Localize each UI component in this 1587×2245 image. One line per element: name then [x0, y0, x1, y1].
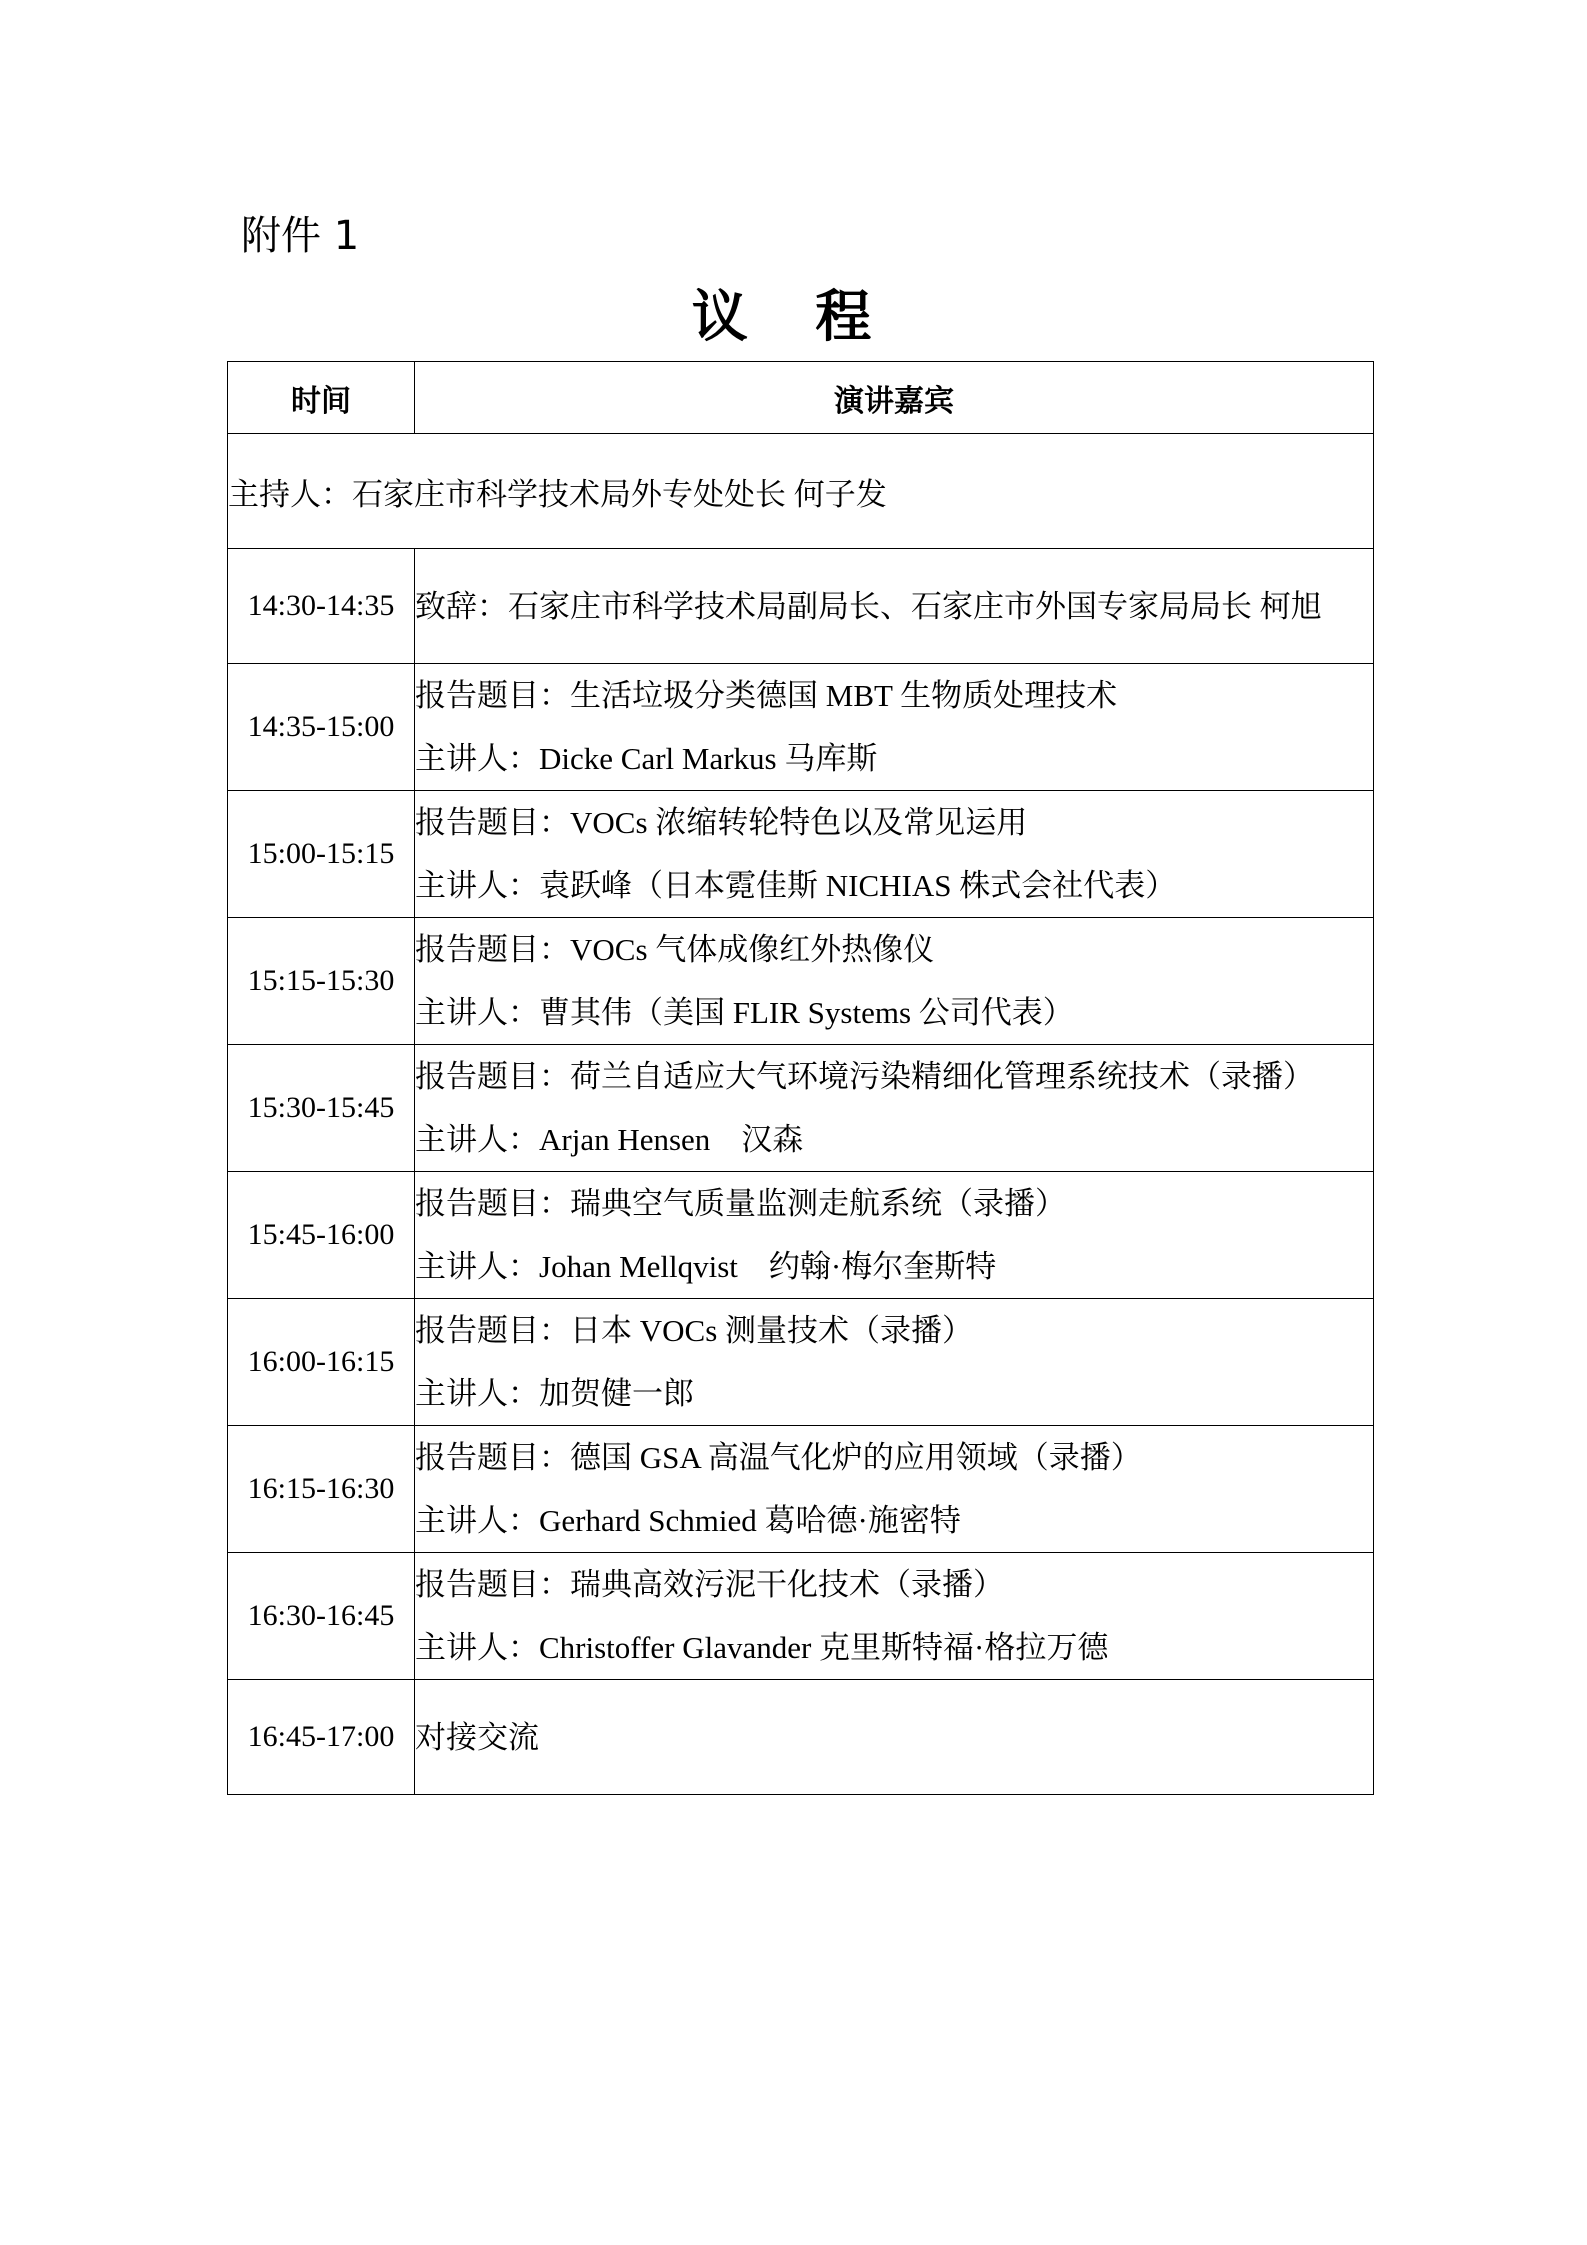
- table-row: [228, 791, 1374, 918]
- page-title: 议 程: [691, 285, 896, 350]
- time-cell: 15:15-15:30: [228, 918, 415, 1045]
- time-cell: 15:00-15:15: [228, 791, 415, 918]
- table-header-row: [228, 362, 1374, 434]
- speaker-name: 主讲人：加贺健一郎: [415, 1376, 694, 1411]
- time-cell: 15:30-15:45: [228, 1045, 415, 1172]
- content-cell: [415, 1553, 1374, 1680]
- exchange-session: 对接交流: [415, 1719, 539, 1755]
- report-topic: 报告题目：VOCs 气体成像红外热像仪: [415, 932, 935, 967]
- table-row: [228, 1553, 1374, 1680]
- table-row: [228, 918, 1374, 1045]
- content-cell: [415, 918, 1374, 1045]
- report-topic: 报告题目：生活垃圾分类德国 MBT 生物质处理技术: [415, 678, 1118, 713]
- header-speaker: 演讲嘉宾: [415, 362, 1374, 434]
- table-row: [228, 1426, 1374, 1553]
- table-row: [228, 664, 1374, 791]
- time-cell: 16:30-16:45: [228, 1553, 415, 1680]
- agenda-table: [227, 361, 1374, 1795]
- table-row: [228, 549, 1374, 664]
- speaker-name: 主讲人：Johan Mellqvist 约翰·梅尔奎斯特: [415, 1249, 997, 1284]
- time-cell: 16:15-16:30: [228, 1426, 415, 1553]
- host-row: [228, 434, 1374, 549]
- speaker-name: 主讲人：Arjan Hensen 汉森: [415, 1122, 804, 1157]
- time-cell: 16:45-17:00: [228, 1680, 415, 1795]
- time-cell: 15:45-16:00: [228, 1172, 415, 1299]
- time-cell: 16:00-16:15: [228, 1299, 415, 1426]
- attachment-label: 附件 1: [241, 213, 360, 259]
- table-row: [228, 1045, 1374, 1172]
- header-time: 时间: [228, 362, 415, 434]
- opening-speech: 致辞：石家庄市科学技术局副局长、石家庄市外国专家局局长 柯旭: [415, 588, 1322, 624]
- time-cell: 14:30-14:35: [228, 549, 415, 664]
- time-cell: 14:35-15:00: [228, 664, 415, 791]
- content-cell: [415, 1680, 1374, 1795]
- report-topic: 报告题目：VOCs 浓缩转轮特色以及常见运用: [415, 805, 1028, 840]
- speaker-name: 主讲人：曹其伟（美国 FLIR Systems 公司代表）: [415, 995, 1074, 1030]
- table-row: [228, 1680, 1374, 1795]
- content-cell: [415, 1045, 1374, 1172]
- report-topic: 报告题目：德国 GSA 高温气化炉的应用领域（录播）: [415, 1440, 1142, 1475]
- table-row: [228, 1299, 1374, 1426]
- content-cell: [415, 664, 1374, 791]
- content-cell: [415, 1172, 1374, 1299]
- speaker-name: 主讲人：Gerhard Schmied 葛哈德·施密特: [415, 1503, 961, 1538]
- content-cell: [415, 549, 1374, 664]
- report-topic: 报告题目：荷兰自适应大气环境污染精细化管理系统技术（录播）: [415, 1059, 1314, 1094]
- host-text: 主持人：石家庄市科学技术局外专处处长 何子发: [228, 434, 1374, 549]
- report-topic: 报告题目：瑞典空气质量监测走航系统（录播）: [415, 1186, 1066, 1221]
- content-cell: [415, 1426, 1374, 1553]
- speaker-name: 主讲人：Dicke Carl Markus 马库斯: [415, 741, 878, 776]
- table-row: [228, 1172, 1374, 1299]
- speaker-name: 主讲人：Christoffer Glavander 克里斯特福·格拉万德: [415, 1630, 1109, 1665]
- report-topic: 报告题目：瑞典高效污泥干化技术（录播）: [415, 1567, 1004, 1602]
- content-cell: [415, 1299, 1374, 1426]
- content-cell: [415, 791, 1374, 918]
- speaker-name: 主讲人：袁跃峰（日本霓佳斯 NICHIAS 株式会社代表）: [415, 868, 1177, 903]
- report-topic: 报告题目：日本 VOCs 测量技术（录播）: [415, 1313, 974, 1348]
